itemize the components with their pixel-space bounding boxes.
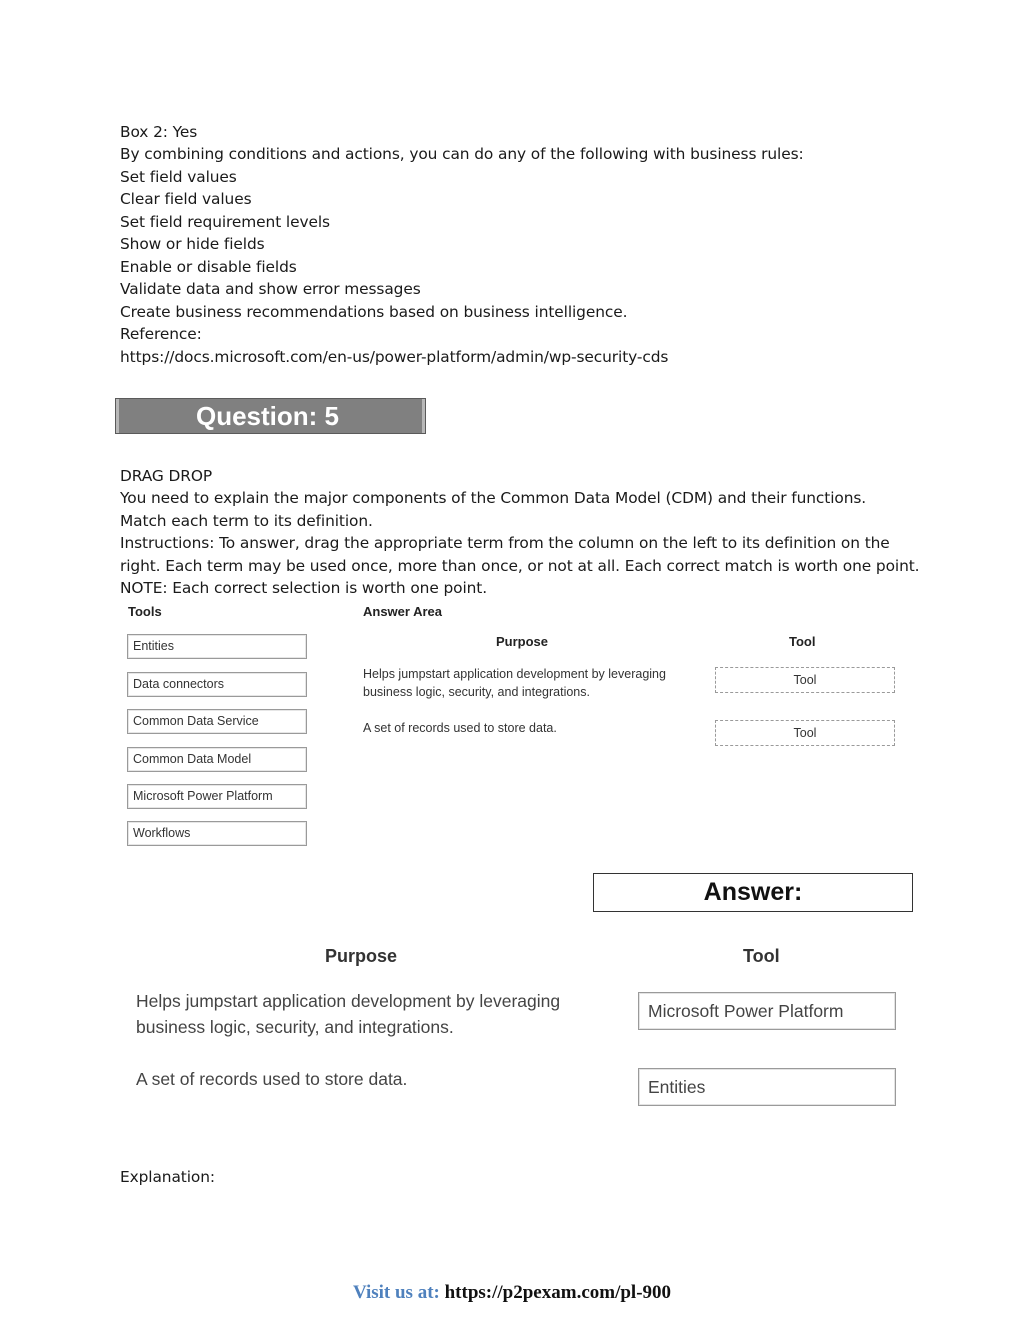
purpose-text: business logic, security, and integrations. [363, 685, 590, 699]
answer-tool-box: Entities [638, 1068, 896, 1106]
tool-option-entities[interactable]: Entities [127, 634, 307, 659]
answer-area-header: Answer Area [363, 604, 442, 619]
question-line: DRAG DROP [120, 467, 213, 485]
tool-drop-target[interactable]: Tool [715, 720, 895, 746]
intro-line: Set field requirement levels [120, 213, 330, 231]
purpose-header: Purpose [496, 634, 549, 649]
answer-purpose-item [136, 1066, 407, 1092]
intro-line: Show or hide fields [120, 235, 265, 253]
purpose-item [363, 665, 666, 701]
purpose-text: A set of records used to store data. [363, 721, 557, 735]
footer-label: Visit us at: [352, 1282, 445, 1303]
tool-option-microsoft-power-platform[interactable]: Microsoft Power Platform [127, 784, 307, 809]
question-line: right. Each term may be used once, more than once, or not at all. Each correct match is worth one point. [120, 557, 920, 575]
tools-header: Tools [128, 604, 162, 619]
answer-purpose-item [136, 988, 560, 1040]
tool-drop-target[interactable]: Tool [715, 667, 895, 693]
intro-line: Validate data and show error messages [120, 280, 421, 298]
answer-purpose-text: business logic, security, and integrations. [136, 1017, 454, 1037]
question-line: Match each term to its definition. [120, 512, 373, 530]
answer-label: Answer: [593, 873, 913, 912]
intro-line: Reference: [120, 325, 202, 343]
question-line: Instructions: To answer, drag the appropriate term from the column on the left to its definition on the [120, 534, 890, 552]
purpose-text: Helps jumpstart application development by leveraging [363, 667, 666, 681]
intro-line: Clear field values [120, 190, 252, 208]
tool-header: Tool [789, 634, 816, 649]
intro-line: Enable or disable fields [120, 258, 297, 276]
footer [0, 1282, 1024, 1304]
question-line: You need to explain the major components of the Common Data Model (CDM) and their functions. [120, 489, 867, 507]
answer-tool-header: Tool [743, 946, 780, 966]
intro-line: Box 2: Yes [120, 123, 198, 141]
tool-option-common-data-model[interactable]: Common Data Model [127, 747, 307, 772]
answer-purpose-text: Helps jumpstart application development by leveraging [136, 991, 561, 1011]
tool-option-common-data-service[interactable]: Common Data Service [127, 709, 307, 734]
question-title: Question: 5 [195, 401, 339, 431]
footer-link[interactable]: https://p2pexam.com/pl-900 [444, 1282, 672, 1303]
purpose-item [363, 719, 557, 737]
answer-tool-box: Microsoft Power Platform [638, 992, 896, 1030]
question-line: NOTE: Each correct selection is worth one point. [120, 579, 488, 597]
explanation-label: Explanation: [120, 1168, 215, 1186]
intro-line: By combining conditions and actions, you can do any of the following with business rules: [120, 145, 804, 163]
answer-purpose-text: A set of records used to store data. [136, 1069, 408, 1089]
tool-option-data-connectors[interactable]: Data connectors [127, 672, 307, 697]
intro-line: Create business recommendations based on business intelligence. [120, 303, 628, 321]
answer-purpose-header: Purpose [325, 946, 398, 966]
question-banner [115, 398, 426, 434]
tool-option-workflows[interactable]: Workflows [127, 821, 307, 846]
reference-link[interactable]: https://docs.microsoft.com/en-us/power-platform/admin/wp-security-cds [120, 348, 669, 366]
intro-line: Set field values [120, 168, 237, 186]
